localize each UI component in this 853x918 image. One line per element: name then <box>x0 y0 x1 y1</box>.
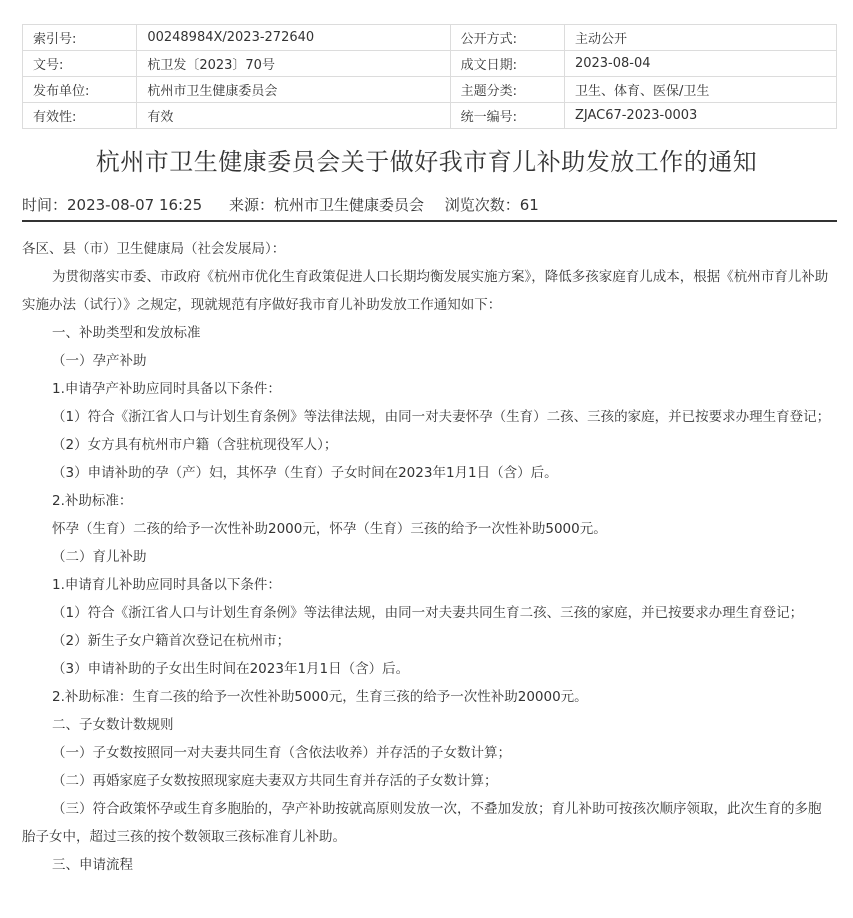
paragraph: 怀孕（生育）二孩的给予一次性补助2000元，怀孕（生育）三孩的给予一次性补助5000元。 <box>52 521 607 537</box>
article-source: 来源：杭州市卫生健康委员会 <box>228 196 424 214</box>
document-meta-table <box>22 24 837 129</box>
paragraph: （2）女方具有杭州市户籍（含驻杭现役军人）； <box>52 437 338 453</box>
paragraph: （3）申请补助的子女出生时间在2023年1月1日（含）后。 <box>52 661 410 677</box>
article-body <box>22 235 834 879</box>
paragraph: 2.补助标准：生育二孩的给予一次性补助5000元，生育三孩的给予一次性补助20000元。 <box>52 689 588 705</box>
paragraph: （1）符合《浙江省人口与计划生育条例》等法律法规，由同一对夫妻怀孕（生育）二孩、三孩的家庭，并已按要求办理生育登记； <box>52 409 831 425</box>
meta-label: 成文日期: <box>450 51 564 77</box>
meta-label: 有效性: <box>23 103 137 129</box>
paragraph: 1.申请孕产补助应同时具备以下条件： <box>52 381 281 397</box>
meta-row <box>23 25 837 51</box>
meta-label: 文号: <box>23 51 137 77</box>
paragraph: 为贯彻落实市委、市政府《杭州市优化生育政策促进人口长期均衡发展实施方案》，降低多孩家庭育儿成本，根据《杭州市育儿补助实施办法（试行）》之规定，现就规范有序做好我市育儿补助发放工作通知如下： <box>22 269 829 313</box>
meta-row <box>23 103 837 129</box>
meta-value: ZJAC67-2023-0003 <box>564 103 836 129</box>
paragraph: 1.申请育儿补助应同时具备以下条件： <box>52 577 281 593</box>
section-heading: 一、补助类型和发放标准 <box>52 325 201 341</box>
section-heading: 二、子女数计数规则 <box>52 717 174 733</box>
publish-time: 时间：2023-08-07 16:25 <box>22 196 203 214</box>
paragraph: （2）新生子女户籍首次登记在杭州市； <box>52 633 291 649</box>
meta-label: 索引号: <box>23 25 137 51</box>
meta-label: 主题分类: <box>450 77 564 103</box>
paragraph: （一）子女数按照同一对夫妻共同生育（含依法收养）并存活的子女数计算； <box>52 745 511 761</box>
view-count: 浏览次数：61 <box>444 196 539 214</box>
meta-value: 00248984X/2023-272640 <box>137 25 450 51</box>
subsection-heading: （二）育儿补助 <box>52 549 147 565</box>
article-info-bar <box>22 194 837 222</box>
meta-row <box>23 51 837 77</box>
meta-value: 卫生、体育、医保/卫生 <box>564 77 836 103</box>
section-heading: 三、申请流程 <box>52 857 133 873</box>
paragraph: （三）符合政策怀孕或生育多胞胎的，孕产补助按就高原则发放一次，不叠加发放；育儿补助可按孩次顺序领取，此次生育的多胞胎子女中，超过三孩的按个数领取三孩标准育儿补助。 <box>22 801 822 845</box>
salutation: 各区、县（市）卫生健康局（社会发展局）： <box>22 241 286 257</box>
paragraph: （3）申请补助的孕（产）妇，其怀孕（生育）子女时间在2023年1月1日（含）后。 <box>52 465 558 481</box>
meta-value: 主动公开 <box>564 25 836 51</box>
meta-value: 2023-08-04 <box>564 51 836 77</box>
paragraph: 2.补助标准： <box>52 493 133 509</box>
meta-label: 统一编号: <box>450 103 564 129</box>
meta-value: 有效 <box>137 103 450 129</box>
paragraph: （1）符合《浙江省人口与计划生育条例》等法律法规，由同一对夫妻共同生育二孩、三孩的家庭，并已按要求办理生育登记； <box>52 605 804 621</box>
subsection-heading: （一）孕产补助 <box>52 353 147 369</box>
page-title: 杭州市卫生健康委员会关于做好我市育儿补助发放工作的通知 <box>95 148 758 176</box>
paragraph: （二）再婚家庭子女数按照现家庭夫妻双方共同生育并存活的子女数计算； <box>52 773 498 789</box>
meta-value: 杭州市卫生健康委员会 <box>137 77 450 103</box>
meta-row <box>23 77 837 103</box>
meta-label: 公开方式: <box>450 25 564 51</box>
meta-value: 杭卫发〔2023〕70号 <box>137 51 450 77</box>
meta-label: 发布单位: <box>23 77 137 103</box>
